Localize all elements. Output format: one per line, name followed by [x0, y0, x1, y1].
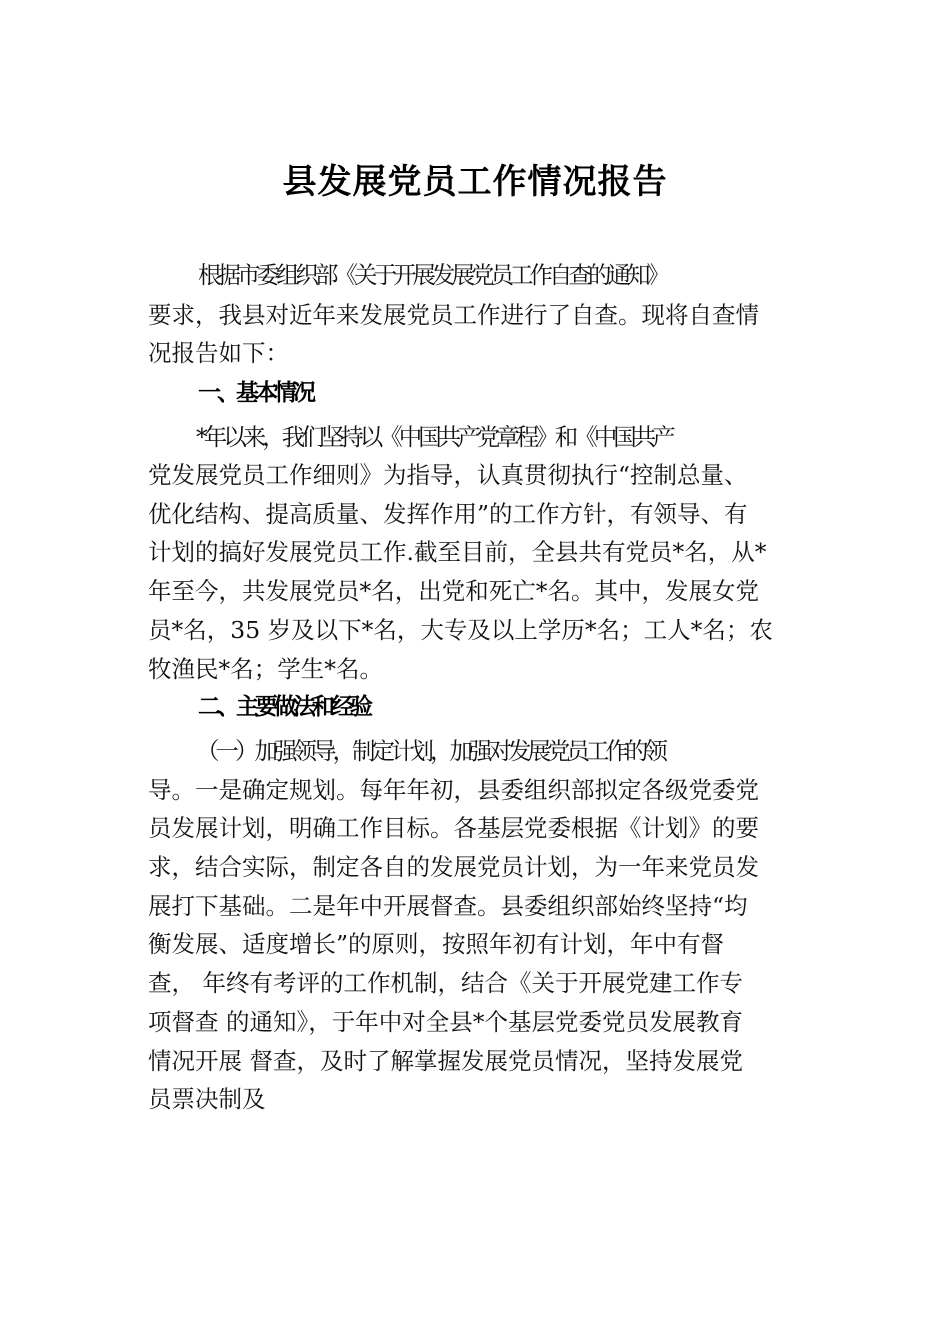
paragraph-line: 员*名，35 岁及以下*名，大专及以上学历*名；工人*名；农 — [148, 616, 773, 644]
document-title: 县发展党员工作情况报告 — [282, 162, 668, 202]
paragraph-line: 求，结合实际，制定各自的发展党员计划，为一年来党员发 — [148, 853, 759, 881]
paragraph-line: *年以来，我们坚持以《中国共产党章程》和《中国共产 — [196, 423, 672, 451]
paragraph-line: 导。一是确定规划。每年年初，县委组织部拟定各级党委党 — [148, 776, 759, 804]
paragraph-line: 年至今，共发展党员*名，出党和死亡*名。其中，发展女党 — [148, 577, 759, 605]
paragraph-line: 员发展计划，明确工作目标。各基层党委根据《计划》的要 — [148, 814, 759, 842]
paragraph-line: 衡发展、适度增长”的原则，按照年初有计划，年中有督 — [148, 930, 725, 958]
paragraph-line: 查， 年终有考评的工作机制，结合《关于开展党建工作专 — [148, 969, 743, 997]
paragraph-line: 计划的搞好发展党员工作.截至目前，全县共有党员*名，从* — [148, 538, 767, 566]
paragraph-line: 要求，我县对近年来发展党员工作进行了自查。现将自查情 — [148, 301, 759, 329]
section-heading-1: 一、基本情况 — [198, 380, 312, 406]
paragraph-line: 根据市委组织部《关于开展发展党员工作自查的通知》 — [198, 261, 666, 289]
paragraph-line: （一）加强领导，制定计划，加强对发展党员工作的领 — [196, 737, 664, 765]
paragraph-line: 况报告如下： — [148, 339, 289, 367]
section-heading-2: 二、主要做法和经验 — [198, 694, 369, 720]
paragraph-line: 优化结构、提高质量、发挥作用”的工作方针，有领导、有 — [148, 500, 748, 528]
paragraph-line: 展打下基础。二是年中开展督查。县委组织部始终坚持“均 — [148, 892, 748, 920]
paragraph-line: 员票决制及 — [148, 1085, 266, 1113]
paragraph-line: 项督查 的通知》，于年中对全县*个基层党委党员发展教育 — [148, 1008, 743, 1036]
paragraph-line: 党发展党员工作细则》为指导，认真贯彻执行“控制总量、 — [148, 461, 748, 489]
paragraph-line: 情况开展 督查，及时了解掌握发展党员情况，坚持发展党 — [148, 1047, 743, 1075]
paragraph-line: 牧渔民*名；学生*名。 — [148, 655, 383, 683]
